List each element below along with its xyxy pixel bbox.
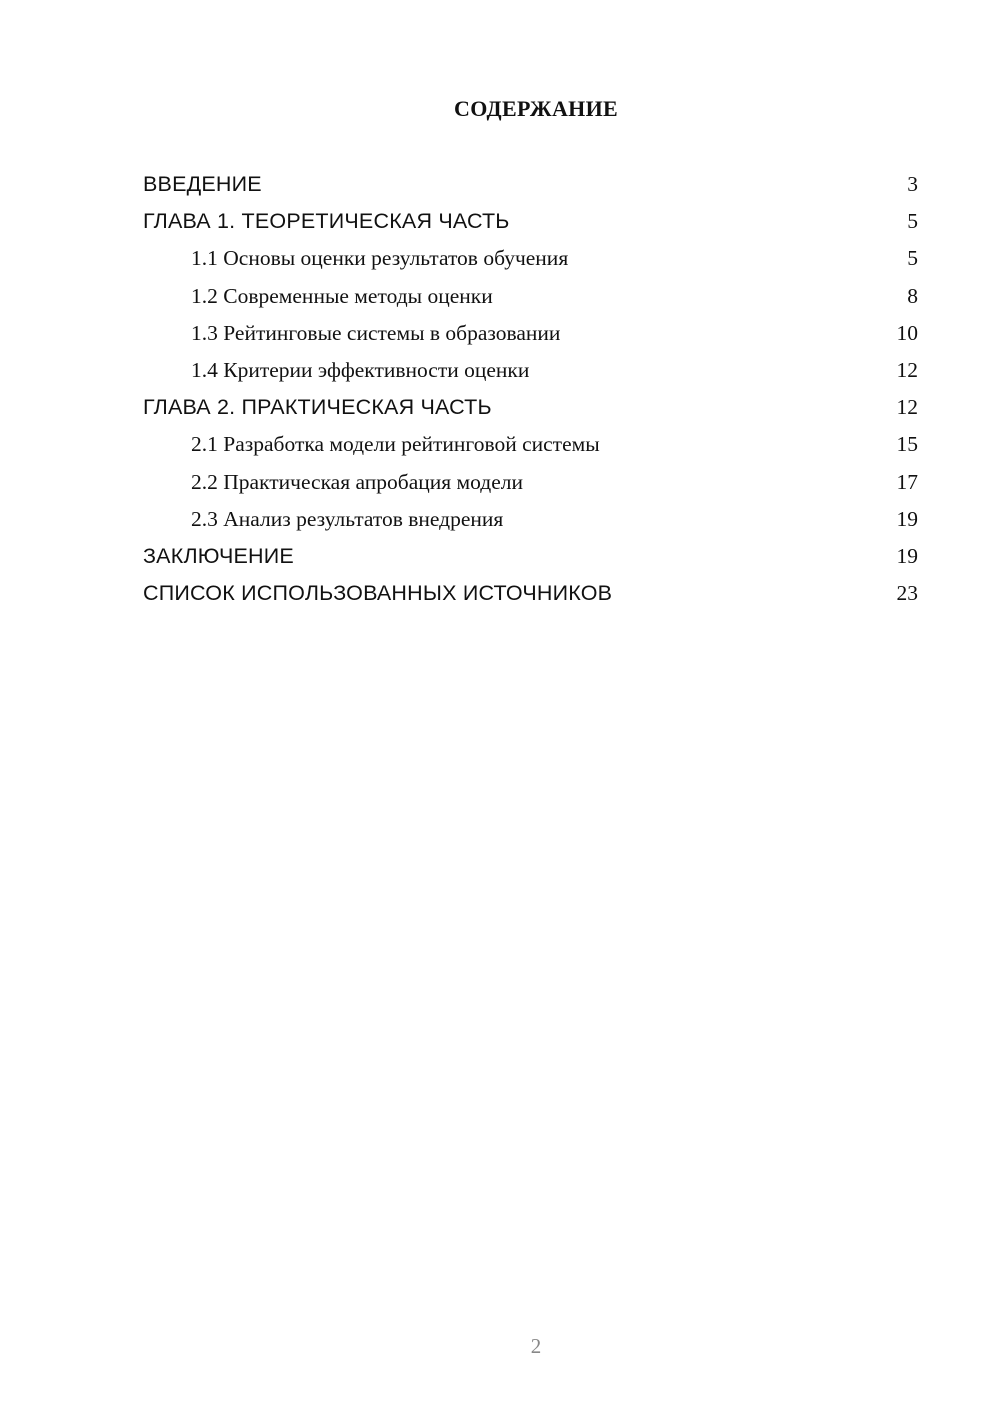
toc-entry-label: СПИСОК ИСПОЛЬЗОВАННЫХ ИСТОЧНИКОВ [143, 581, 613, 606]
toc-entry-label: ГЛАВА 1. ТЕОРЕТИЧЕСКАЯ ЧАСТЬ [143, 209, 510, 234]
toc-entry [143, 464, 918, 501]
toc-entry-page: 19 [896, 543, 918, 568]
toc-entry-label: 2.2 Практическая апробация модели [191, 469, 523, 494]
toc-entry-page: 8 [907, 283, 918, 308]
toc-entry-page: 15 [896, 432, 918, 457]
toc-entry-label: ЗАКЛЮЧЕНИЕ [143, 543, 294, 568]
toc-entry [143, 501, 918, 538]
toc-entry-page: 5 [907, 209, 918, 234]
toc-entry [143, 575, 918, 612]
toc-entry [143, 278, 918, 315]
toc-entry [143, 166, 918, 203]
toc-entry [143, 389, 918, 426]
toc-entry-page: 3 [907, 172, 918, 196]
page-number: 2 [530, 1334, 542, 1358]
toc-entry-label: ВВЕДЕНИЕ [143, 172, 262, 196]
toc-entry [143, 240, 918, 277]
table-of-contents [143, 166, 918, 612]
toc-entry [143, 315, 918, 352]
toc-entry-page: 19 [896, 506, 918, 531]
toc-entry-page: 17 [896, 469, 918, 494]
toc-entry-page: 23 [896, 581, 918, 606]
toc-entry [143, 352, 918, 389]
toc-entry-label: 1.4 Критерии эффективности оценки [191, 357, 530, 382]
page-title: СОДЕРЖАНИЕ [454, 96, 618, 121]
toc-entry [143, 538, 918, 575]
toc-entry [143, 426, 918, 463]
toc-entry-page: 10 [896, 320, 918, 345]
toc-entry-page: 12 [896, 395, 918, 420]
toc-entry-label: ГЛАВА 2. ПРАКТИЧЕСКАЯ ЧАСТЬ [143, 395, 492, 420]
toc-entry-label: 1.3 Рейтинговые системы в образовании [191, 320, 561, 345]
toc-entry [143, 203, 918, 240]
toc-entry-label: 2.3 Анализ результатов внедрения [191, 506, 504, 531]
toc-entry-label: 1.1 Основы оценки результатов обучения [191, 246, 569, 271]
toc-entry-label: 1.2 Современные методы оценки [191, 283, 493, 308]
toc-entry-label: 2.1 Разработка модели рейтинговой системы [191, 432, 600, 457]
toc-entry-page: 5 [907, 246, 918, 271]
toc-entry-page: 12 [896, 357, 918, 382]
